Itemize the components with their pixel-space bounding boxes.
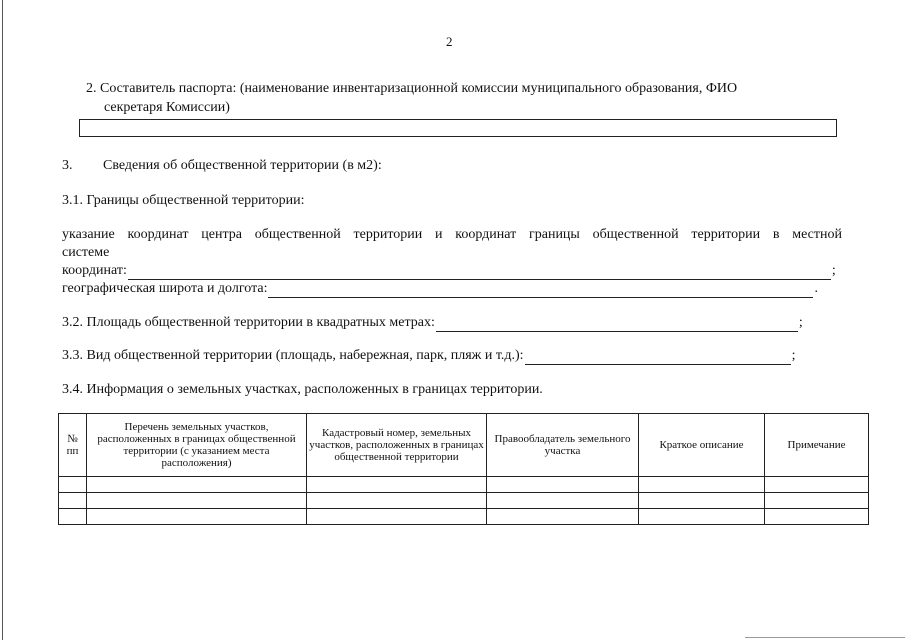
- coordinates-input-line[interactable]: [128, 265, 831, 280]
- geo-label: географическая широта и долгота:: [62, 281, 268, 296]
- table-row: [59, 509, 869, 525]
- item3-1-heading: 3.1. Границы общественной территории:: [62, 193, 305, 208]
- area-row: [62, 314, 803, 332]
- geo-input-line[interactable]: [268, 283, 813, 298]
- table-cell[interactable]: [87, 477, 307, 493]
- geo-row: [62, 280, 818, 298]
- table-cell[interactable]: [487, 477, 639, 493]
- territory-kind-end: ;: [791, 348, 796, 363]
- table-cell[interactable]: [307, 509, 487, 525]
- table-cell[interactable]: [87, 509, 307, 525]
- table-cell[interactable]: [639, 509, 765, 525]
- coordinates-description-line2: системе: [62, 245, 110, 260]
- table-cell[interactable]: [307, 477, 487, 493]
- col-description-header: Краткое описание: [639, 414, 765, 477]
- item2-text-line2: секретаря Комиссии): [104, 100, 230, 115]
- area-input-line[interactable]: [436, 317, 798, 332]
- area-label: 3.2. Площадь общественной территории в квадратных метрах:: [62, 315, 435, 330]
- table-cell[interactable]: [765, 493, 869, 509]
- table-cell[interactable]: [307, 493, 487, 509]
- col-parcels-list-header: Перечень земельных участков, расположенных в границах общественной территории (с указанием места расположения): [87, 414, 307, 477]
- territory-kind-label: 3.3. Вид общественной территории (площадь, набережная, парк, пляж и т.д.):: [62, 348, 524, 363]
- table-cell[interactable]: [487, 493, 639, 509]
- table-cell[interactable]: [87, 493, 307, 509]
- col-note-header: Примечание: [765, 414, 869, 477]
- table-cell[interactable]: [765, 477, 869, 493]
- secretary-input-box[interactable]: [79, 119, 837, 137]
- item3-number: 3.: [62, 158, 73, 173]
- col-cadastral-number-header: Кадастровый номер, земельных участков, расположенных в границах общественной территории: [307, 414, 487, 477]
- territory-kind-row: [62, 347, 795, 365]
- table-row: [59, 477, 869, 493]
- table-cell[interactable]: [59, 493, 87, 509]
- col-number-header: № пп: [59, 414, 87, 477]
- table-cell[interactable]: [487, 509, 639, 525]
- col-owner-header: Правообладатель земельного участка: [487, 414, 639, 477]
- parcels-table: [58, 413, 869, 525]
- table-cell[interactable]: [59, 509, 87, 525]
- table-row: [59, 493, 869, 509]
- coordinates-end: ;: [831, 263, 836, 278]
- geo-end: .: [814, 281, 818, 296]
- item3-4-heading: 3.4. Информация о земельных участках, расположенных в границах территории.: [62, 382, 543, 397]
- page-left-edge: [2, 0, 3, 640]
- item2-text-line1: 2. Составитель паспорта: (наименование инвентаризационной комиссии муниципального образования, ФИО: [86, 81, 738, 96]
- table-cell[interactable]: [59, 477, 87, 493]
- table-header-row: [59, 414, 869, 477]
- coordinates-row: [62, 262, 836, 280]
- coordinates-description: указание координат центра общественной территории и координат границы общественной территории в местной: [62, 227, 842, 242]
- table-cell[interactable]: [639, 477, 765, 493]
- table-cell[interactable]: [639, 493, 765, 509]
- territory-kind-input-line[interactable]: [525, 350, 791, 365]
- table-cell[interactable]: [765, 509, 869, 525]
- page-bottom-edge: [745, 637, 905, 638]
- item3-heading: Сведения об общественной территории (в м2):: [103, 158, 382, 173]
- page-number: 2: [446, 34, 453, 49]
- coordinates-label: координат:: [62, 263, 127, 278]
- area-end: ;: [798, 315, 803, 330]
